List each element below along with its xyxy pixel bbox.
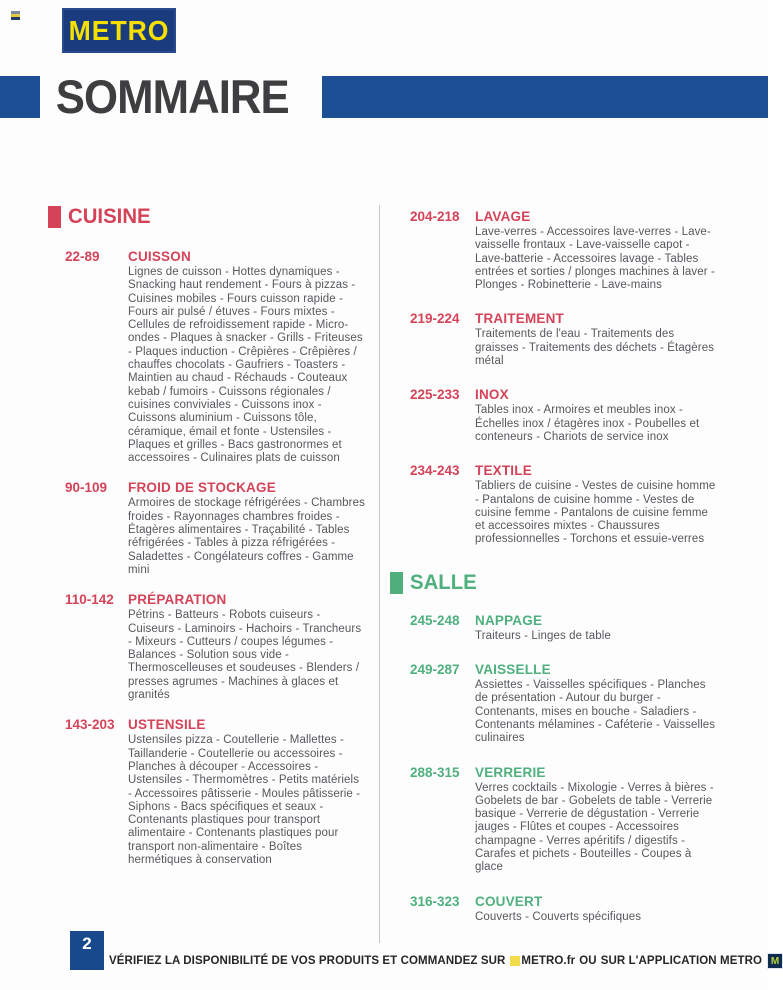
section-title[interactable]: VAISSELLE [475,662,551,678]
section-description: Tables inox - Armoires et meubles inox - Échelles inox / étagères inox - Poubelles et conteneurs - Chariots de service inox [475,404,700,443]
section-description: Pétrins - Batteurs - Robots cuiseurs - Cuiseurs - Laminoirs - Hachoirs - Trancheurs - Mixeurs - Cutteurs / coupes légumes - Balances - Solution sous vide - Thermoscelleuses et soudeuses - Blenders / presses agrumes - Machines à glaces et granités [128,609,362,702]
toc-section-verrerie [390,765,720,875]
section-pages[interactable]: 316-323 [410,893,460,909]
section-title[interactable]: NAPPAGE [475,612,543,628]
footer-text [109,953,783,969]
section-pages[interactable]: 234-243 [410,463,460,479]
column-divider [379,205,380,943]
heading-square-icon [48,206,61,228]
section-pages[interactable]: 245-248 [410,612,460,628]
title-bar-right [322,76,769,118]
page-title: SOMMAIRE [55,70,289,123]
section-title[interactable]: CUISSON [128,249,191,264]
group-heading-cuisine [48,205,365,229]
footer-app-text: SUR L'APPLICATION METRO [600,955,763,967]
metro-logo [62,8,176,53]
footer-ou-text: OU [579,955,597,967]
toc-section-nappage [390,613,720,643]
page-number-badge: 2 [70,931,104,970]
section-description: Tabliers de cuisine - Vestes de cuisine homme - Pantalons de cuisine homme - Vestes de cuisine femme - Pantalons de cuisine femme et accessoires mixtes - Chaussures professionnelles - Torchons et essuie-verres [475,480,716,546]
section-description: Traitements de l'eau - Traitements des graisses - Traitements des déchets - Étagères métal [475,328,715,368]
title-band [0,70,768,123]
toc-section-vaisselle [390,662,720,745]
section-pages[interactable]: 90-109 [65,480,108,496]
toc-column-right [390,205,720,943]
section-pages[interactable]: 22-89 [65,249,100,264]
group-heading-salle [390,571,720,595]
section-title[interactable]: PRÉPARATION [128,592,227,608]
section-description: Lave-verres - Accessoires lave-verres - Lave-vaisselle frontaux - Lave-vaisselle capot - Lave-batterie - Accessoires lavage - Tables entrées et sorties / plonges machines à laver - Plonges - Robinetterie - Lave-mains [475,226,715,292]
section-title[interactable]: TEXTILE [475,463,532,479]
toc-section-traitement [390,311,720,368]
section-description: Lignes de cuisson - Hottes dynamiques - Snacking haut rendement - Fours à pizzas - Cuisines mobiles - Fours cuisson rapide - Fours air pulsé / étuves - Fours mixtes - Cellules de refroidissement rapide - Micro-ondes - Plaques à snacker - Grills - Friteuses - Plaques induction - Crêpières - Crêpières / chauffes chocolats - Gaufriers - Toasters - Maintien au chaud - Réchauds - Couteaux kebab / fumoirs - Cuissons régionales / cuisines conviviales - Cuissons inox - Cuissons aluminium - Cuissons tôle, céramique, émail et fonte - Ustensiles - Plaques et grilles - Bacs gastronormes et accessoires - Culinaires plats de cuisson [128,266,363,465]
section-title[interactable]: TRAITEMENT [475,311,564,327]
section-title[interactable]: COUVERT [475,893,543,909]
toc-section-inox [390,387,720,444]
section-title[interactable]: LAVAGE [475,209,531,224]
section-pages[interactable]: 110-142 [65,592,114,608]
footer-verify-text: VÉRIFIEZ LA DISPONIBILITÉ DE VOS PRODUITS ET COMMANDEZ SUR [109,955,506,967]
toc-section-lavage [390,209,720,292]
section-title[interactable]: USTENSILE [128,717,206,733]
print-registration-mark [11,11,20,20]
section-title[interactable]: FROID DE STOCKAGE [128,480,276,496]
toc-section-textile [390,463,720,546]
section-description: Assiettes - Vaisselles spécifiques - Planches de présentation - Autour du burger - Contenants, mises en bouche - Saladiers - Contenants mélamines - Caféterie - Vaisselles culinaires [475,679,716,745]
toc-section-preparation [48,592,365,702]
toc-section-couvert [390,894,720,924]
group-heading-label: SALLE [410,570,477,594]
section-pages[interactable]: 249-287 [410,662,460,678]
section-title[interactable]: INOX [475,387,509,403]
section-description: Ustensiles pizza - Coutellerie - Mallettes - Taillanderie - Coutellerie ou accessoires - Planches à découper - Accessoires - Ustensiles - Thermomètres - Petits matériels - Accessoires pâtisserie - Moules pâtisserie - Siphons - Bacs spécifiques et seaux - Contenants plastiques pour transport alimentaire - Contenants plastiques pour transport non-alimentaire - Boîtes hermétiques à conservation [128,734,361,866]
section-title[interactable]: VERRERIE [475,764,546,780]
section-pages[interactable]: 219-224 [410,311,460,327]
section-pages[interactable]: 143-203 [65,717,115,733]
section-pages[interactable]: 204-218 [410,209,460,224]
group-heading-label: CUISINE [68,205,151,228]
title-bar-left [0,76,40,118]
toc-content [48,205,720,943]
toc-column-left [48,205,365,943]
toc-section-cuisson [48,249,365,465]
section-pages[interactable]: 288-315 [410,764,460,780]
footer-site-link[interactable]: METRO.fr [521,955,576,967]
metro-logo-text: METRO [68,14,170,46]
section-description: Armoires de stockage réfrigérées - Chambres froides - Rayonnages chambres froides - Étagères alimentaires - Traçabilité - Tables réfrigérées - Tables à pizza réfrigérées - Saladettes - Congélateurs coffres - Gamme mini [128,497,365,576]
heading-square-icon [390,572,403,594]
metro-site-marker-icon [510,956,520,966]
metro-app-icon [767,953,783,969]
toc-section-froid-de-stockage [48,480,365,577]
metro-app-icon-letter: M [770,955,780,967]
toc-section-ustensile [48,717,365,867]
section-description: Traiteurs - Linges de table [475,629,611,642]
page-footer [70,931,780,970]
section-description: Couverts - Couverts spécifiques [475,910,642,923]
section-pages[interactable]: 225-233 [410,387,460,403]
section-description: Verres cocktails - Mixologie - Verres à bières - Gobelets de bar - Gobelets de table - Verrerie basique - Verrerie de dégustation - Verrerie jauges - Flûtes et coupes - Accessoires champagne - Verres apéritifs / digestifs - Carafes et pichets - Bouteilles - Coupes à glace [475,781,714,874]
